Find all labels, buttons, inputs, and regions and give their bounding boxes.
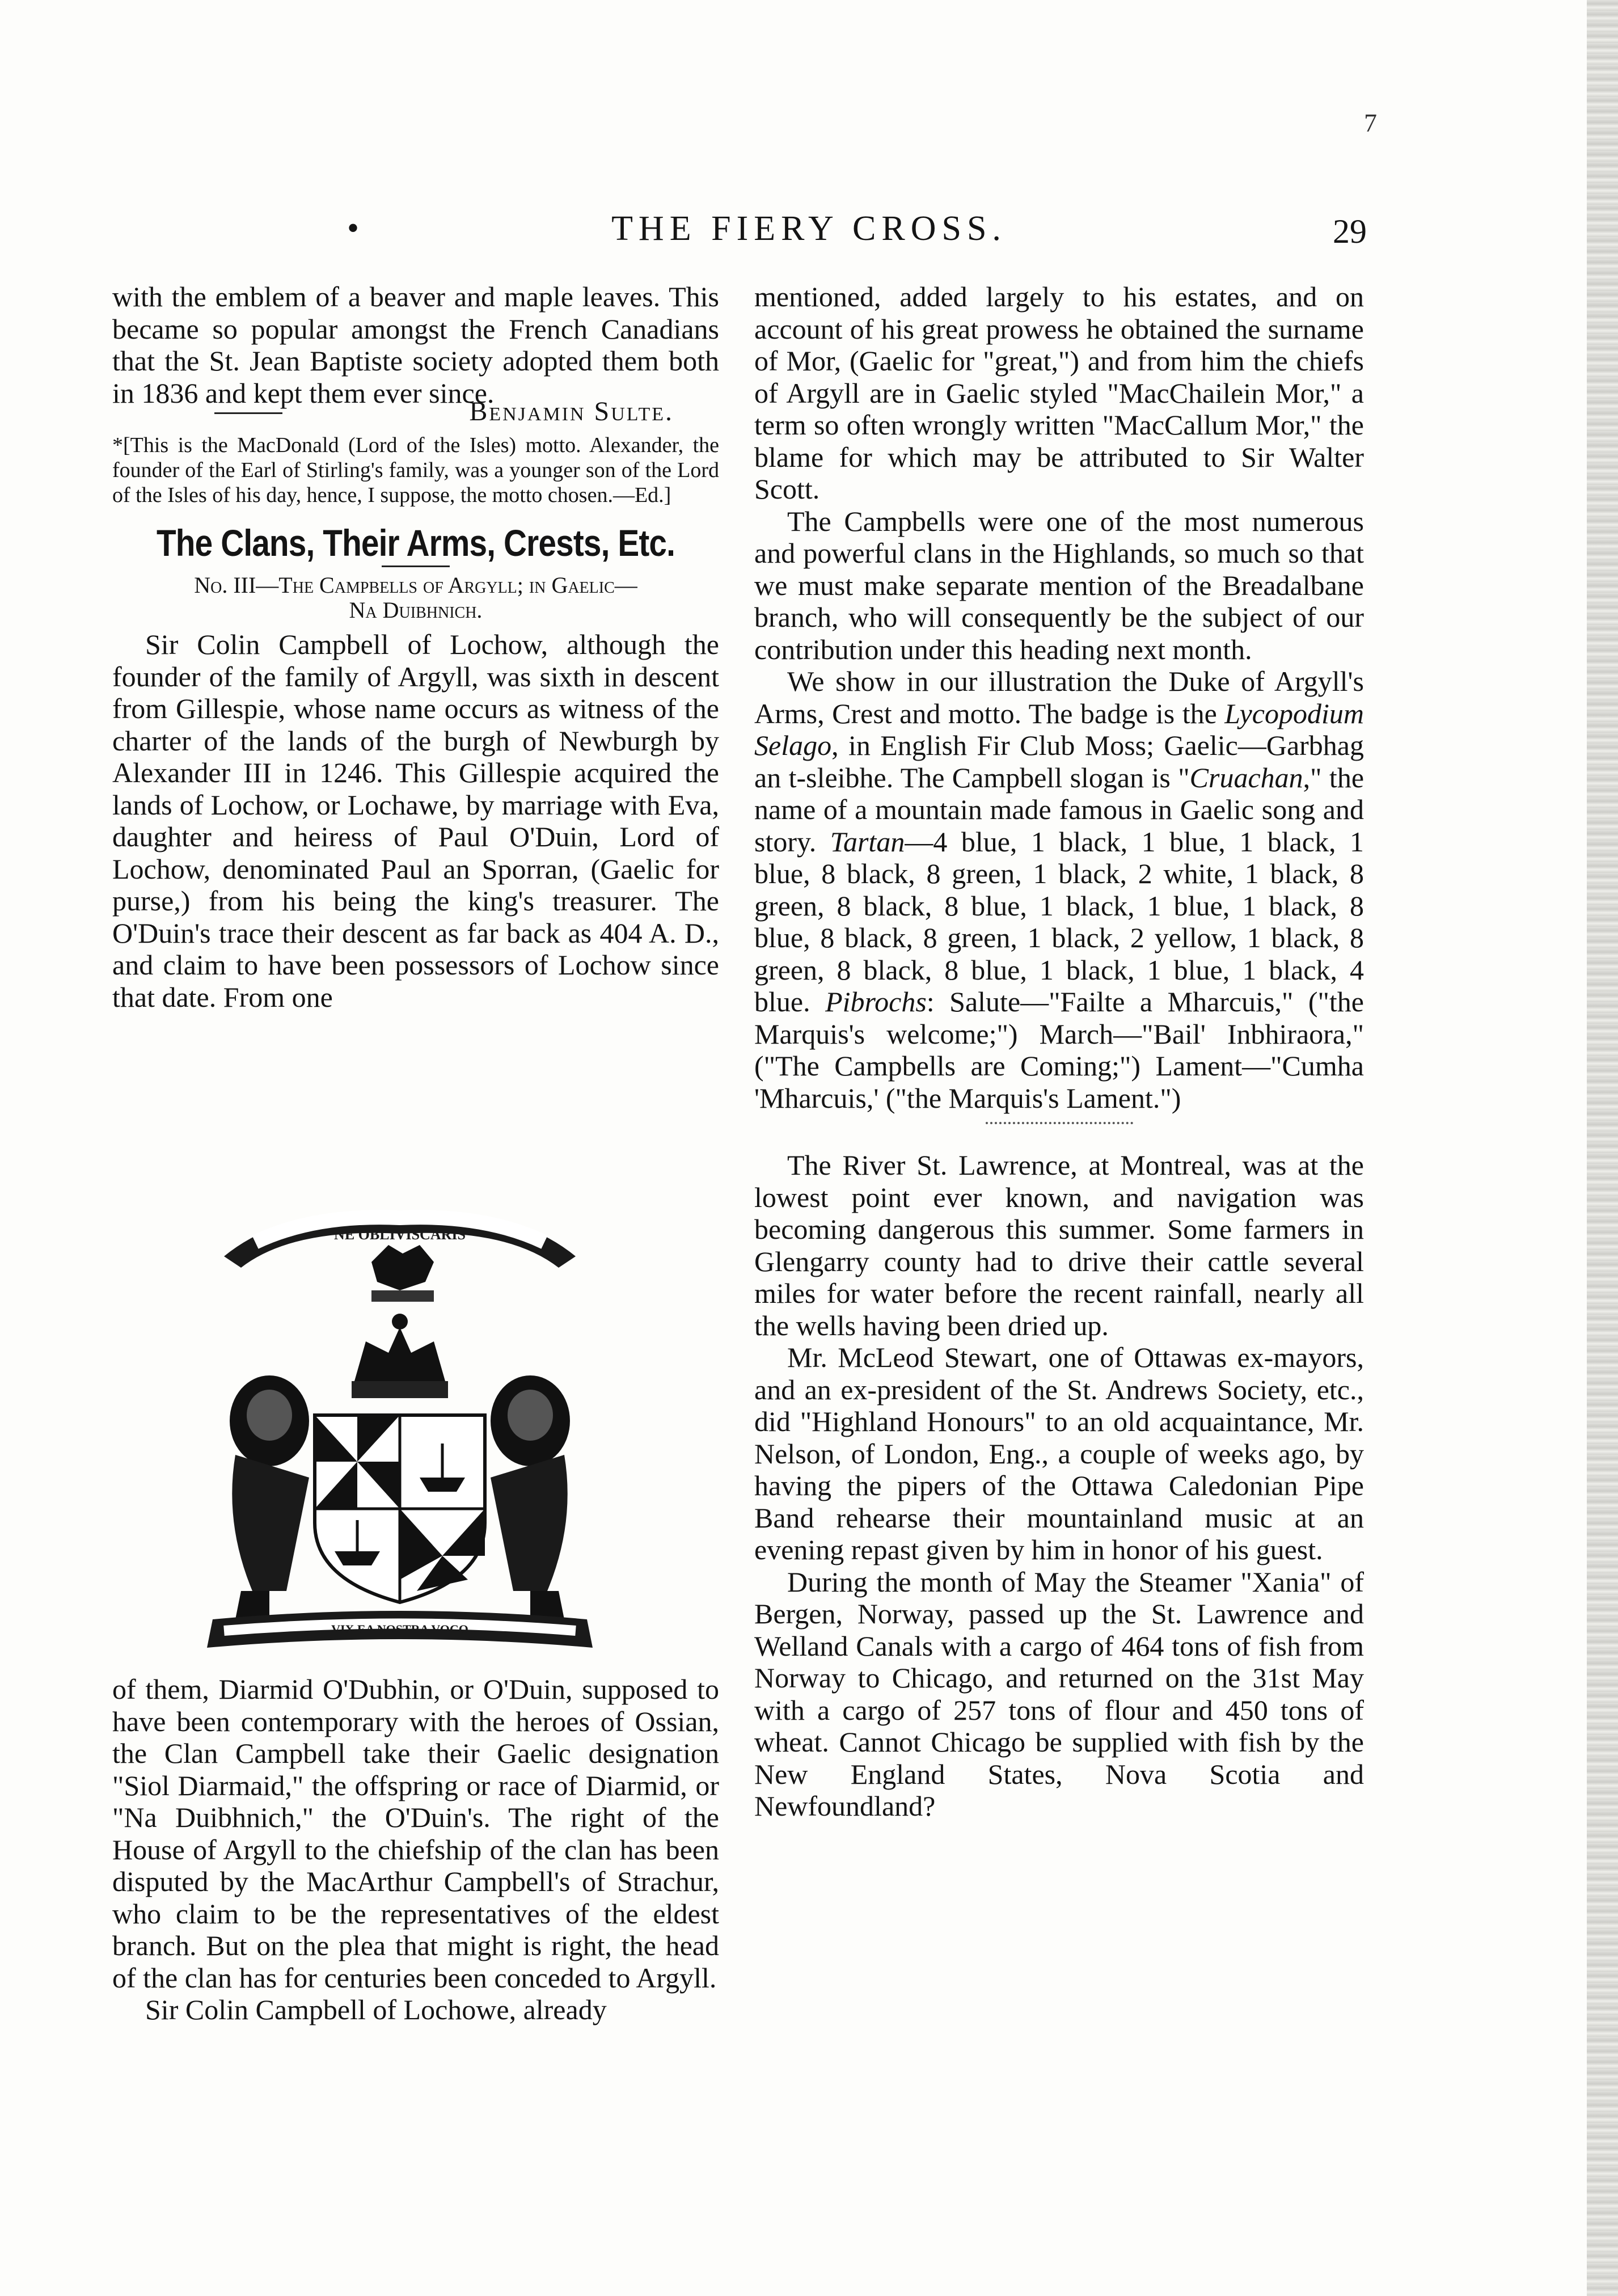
title-rule xyxy=(382,565,450,567)
page-number: 29 xyxy=(1333,213,1367,250)
left-column-top xyxy=(112,281,719,1013)
editor-footnote: *[This is the MacDonald (Lord of the Isles) motto. Alexander, the founder of the Earl of Stirling's family, was a younger son of the Lord of the Isles of his day, hence, I suppose, the motto chosen.—Ed.] xyxy=(112,433,719,507)
article-paragraph-4: The Campbells were one of the most numerous and powerful clans in the Highlands, so much so that we must make separate mention of the Breadalbane branch, who will consequently be the subject of our contribution under this heading next month. xyxy=(754,505,1364,665)
continued-paragraph: with the emblem of a beaver and maple leaves. This became so popular amongst the French Canadians that the St. Jean Baptiste society adopted them both in 1836 and kept them ever since. xyxy=(112,281,719,409)
running-header xyxy=(0,209,1618,254)
signature: Benjamin Sulte. xyxy=(469,396,674,427)
left-column-bottom xyxy=(112,1673,719,2026)
para-text-b: , in English Fir Club Moss; Gaelic—Garbhag an t-sleibhe. The Campbell slogan is " xyxy=(754,729,1364,794)
article-paragraph: Sir Colin Campbell of Lochow, although the founder of the family of Argyll, was sixth in descent from Gillespie, whose name occurs as witness of the charter of the lands of the burgh of Newburgh by Alexander III in 1246. This Gillespie acquired the lands of Lochow, or Lochawe, by marriage with Eva, daughter and heiress of Paul O'Duin, Lord of Lochow, denominated Paul an Sporran, (Gaelic for purse,) from his being the king's treasurer. The O'Duin's trace their descent as far back as 404 A. D., and claim to have been possessors of Lochow since that date. From one xyxy=(112,628,719,1013)
subtitle-line-2: Na Duibhnich. xyxy=(349,597,483,623)
badge-name: Lycopodium Selago xyxy=(754,697,1364,761)
article-paragraph-2: Sir Colin Campbell of Lochowe, already xyxy=(145,1994,607,2025)
crest-motto-bottom: VIX EA NOSTRA VOCO xyxy=(331,1622,468,1636)
article-paragraph-continued: of them, Diarmid O'Dubhin, or O'Duin, supposed to have been contemporary with the heroes of Ossian, the Clan Campbell take their Gaelic designation "Siol Diarmaid," the offspring or race of Diarmid, or "Na Duibhnich," the O'Duin's. The right of the House of Argyll to the chiefship of the clan has been disputed by the MacArthur Campbell's of Strachur, who claim to be the representatives of the eldest branch. But on the plea that might is right, the head of the clan has for centuries been conceded to Argyll. xyxy=(112,1673,719,1994)
pibrochs-list: : Salute—"Failte a Mharcuis," ("the Marquis's welcome;") March—"Bail' Inbhiraora," ("The Campbells are Coming;") Lament—"Cumha 'Mharcuis,' ("the Marquis's Lament.") xyxy=(754,986,1364,1114)
journal-title: THE FIERY CROSS. xyxy=(611,209,1007,248)
pibrochs-label: Pibrochs xyxy=(825,986,927,1018)
header-bullet: • xyxy=(347,209,360,247)
tartan-label: Tartan xyxy=(830,825,905,858)
news-steamer-xania: During the month of May the Steamer "Xania" of Bergen, Norway, passed up the St. Lawrence and Welland Canals with a cargo of 464 tons of fish from Norway to Chicago, and returned on the 31st May with a cargo of 257 tons of flour and 450 tons of wheat. Cannot Chicago be supplied with fish by the New England States, Nova Scotia and Newfoundland? xyxy=(754,1565,1364,1822)
right-column xyxy=(754,281,1364,1822)
corner-mark: 7 xyxy=(1364,108,1377,137)
para-text-c: ," the name of a mountain made famous in Gaelic song and story. xyxy=(754,761,1364,858)
page-edge-binding xyxy=(1587,0,1618,2296)
argyll-coat-of-arms-illustration xyxy=(201,1183,598,1659)
tartan-sett: —4 blue, 1 black, 1 blue, 1 black, 1 blue, 8 black, 8 green, 1 black, 2 white, 1 black, 8 green, 8 black, 8 blue, 1 black, 1 blue, 1 black, 8 blue, 8 black, 8 green, 1 black, 2 yellow, 1 black, 8 green, 8 black, 8 blue, 1 black, 1 blue, 1 black, 4 blue. xyxy=(754,825,1364,1018)
article-paragraph-5 xyxy=(754,665,1364,1114)
news-st-lawrence: The River St. Lawrence, at Montreal, was at the lowest point ever known, and navigation was becoming dangerous this summer. Some farmers in Glengarry county had to drive their cattle several miles for water before the recent rainfall, nearly all the wells having been dried up. xyxy=(754,1149,1364,1341)
slogan-name: Cruachan xyxy=(1189,761,1303,794)
article-subtitle xyxy=(112,573,719,623)
article-title: The Clans, Their Arms, Crests, Etc. xyxy=(156,521,675,564)
article-paragraph-3: mentioned, added largely to his estates, and on account of his great prowess he obtained the surname of Mor, (Gaelic for "great,") and from him the chiefs of Argyll are in Gaelic styled "MacChailein Mor," a term so often wrongly written "MacCallum Mor," the blame for which may be attributed to Sir Walter Scott. xyxy=(754,281,1364,505)
section-divider xyxy=(986,1122,1133,1124)
para-text-a: We show in our illustration the Duke of Argyll's Arms, Crest and motto. The badge is the xyxy=(754,665,1364,729)
subtitle-line-1: No. III—The Campbells of Argyll; in Gaelic— xyxy=(194,572,637,598)
news-mcleod-stewart: Mr. McLeod Stewart, one of Ottawas ex-mayors, and an ex-president of the St. Andrews Society, etc., did "Highland Honours" to an old acquaintance, Mr. Nelson, of London, Eng., a couple of weeks ago, by having the pipers of the Ottawa Caledonian Pipe Band rehearse their mountainland music at an evening repast given by him in honor of his guest. xyxy=(754,1341,1364,1565)
crest-motto-top: NE OBLIVISCARIS xyxy=(334,1226,466,1243)
